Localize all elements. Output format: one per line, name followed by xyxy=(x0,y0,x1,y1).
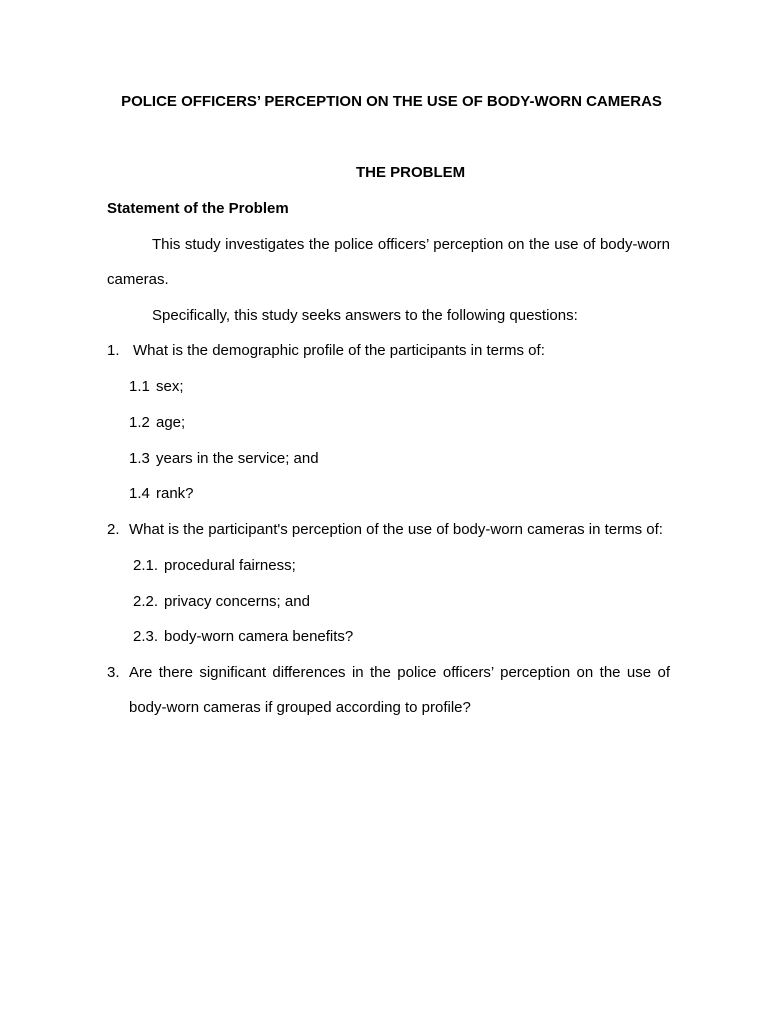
paragraph-1-line-1: This study investigates the police officers’ perception on the use of body-worn xyxy=(152,236,670,253)
sub-item-number: 2.3. xyxy=(133,628,159,645)
sub-item-number: 2.1. xyxy=(133,557,159,574)
question-2-text: What is the participant's perception of the use of body-worn cameras in terms of: xyxy=(129,521,663,538)
question-1-text: What is the demographic profile of the participants in terms of: xyxy=(133,342,545,359)
paragraph-1-line-2: cameras. xyxy=(107,271,169,288)
sub-item-number: 1.4 xyxy=(129,485,150,502)
subheading: Statement of the Problem xyxy=(107,200,289,217)
question-3-number: 3. xyxy=(107,664,120,681)
sub-item-text: rank? xyxy=(156,485,194,502)
sub-item-number: 1.2 xyxy=(129,414,150,431)
question-3-text-line-1: Are there significant differences in the police officers’ perception on the use of xyxy=(129,664,670,681)
question-1-number: 1. xyxy=(107,342,120,359)
sub-item-text: privacy concerns; and xyxy=(164,593,310,610)
sub-item-number: 2.2. xyxy=(133,593,159,610)
question-2-number: 2. xyxy=(107,521,120,538)
document-title: POLICE OFFICERS’ PERCEPTION ON THE USE OF BODY-WORN CAMERAS xyxy=(121,93,662,110)
sub-item-text: procedural fairness; xyxy=(164,557,296,574)
sub-item-text: years in the service; and xyxy=(156,450,319,467)
section-title: THE PROBLEM xyxy=(356,164,466,181)
sub-item-text: body-worn camera benefits? xyxy=(164,628,354,645)
sub-item-text: sex; xyxy=(156,378,184,395)
paragraph-2: Specifically, this study seeks answers to the following questions: xyxy=(152,307,578,324)
sub-item-number: 1.1 xyxy=(129,378,150,395)
question-3-text-line-2: body-worn cameras if grouped according to profile? xyxy=(129,699,471,716)
sub-item-text: age; xyxy=(156,414,186,431)
sub-item-number: 1.3 xyxy=(129,450,150,467)
